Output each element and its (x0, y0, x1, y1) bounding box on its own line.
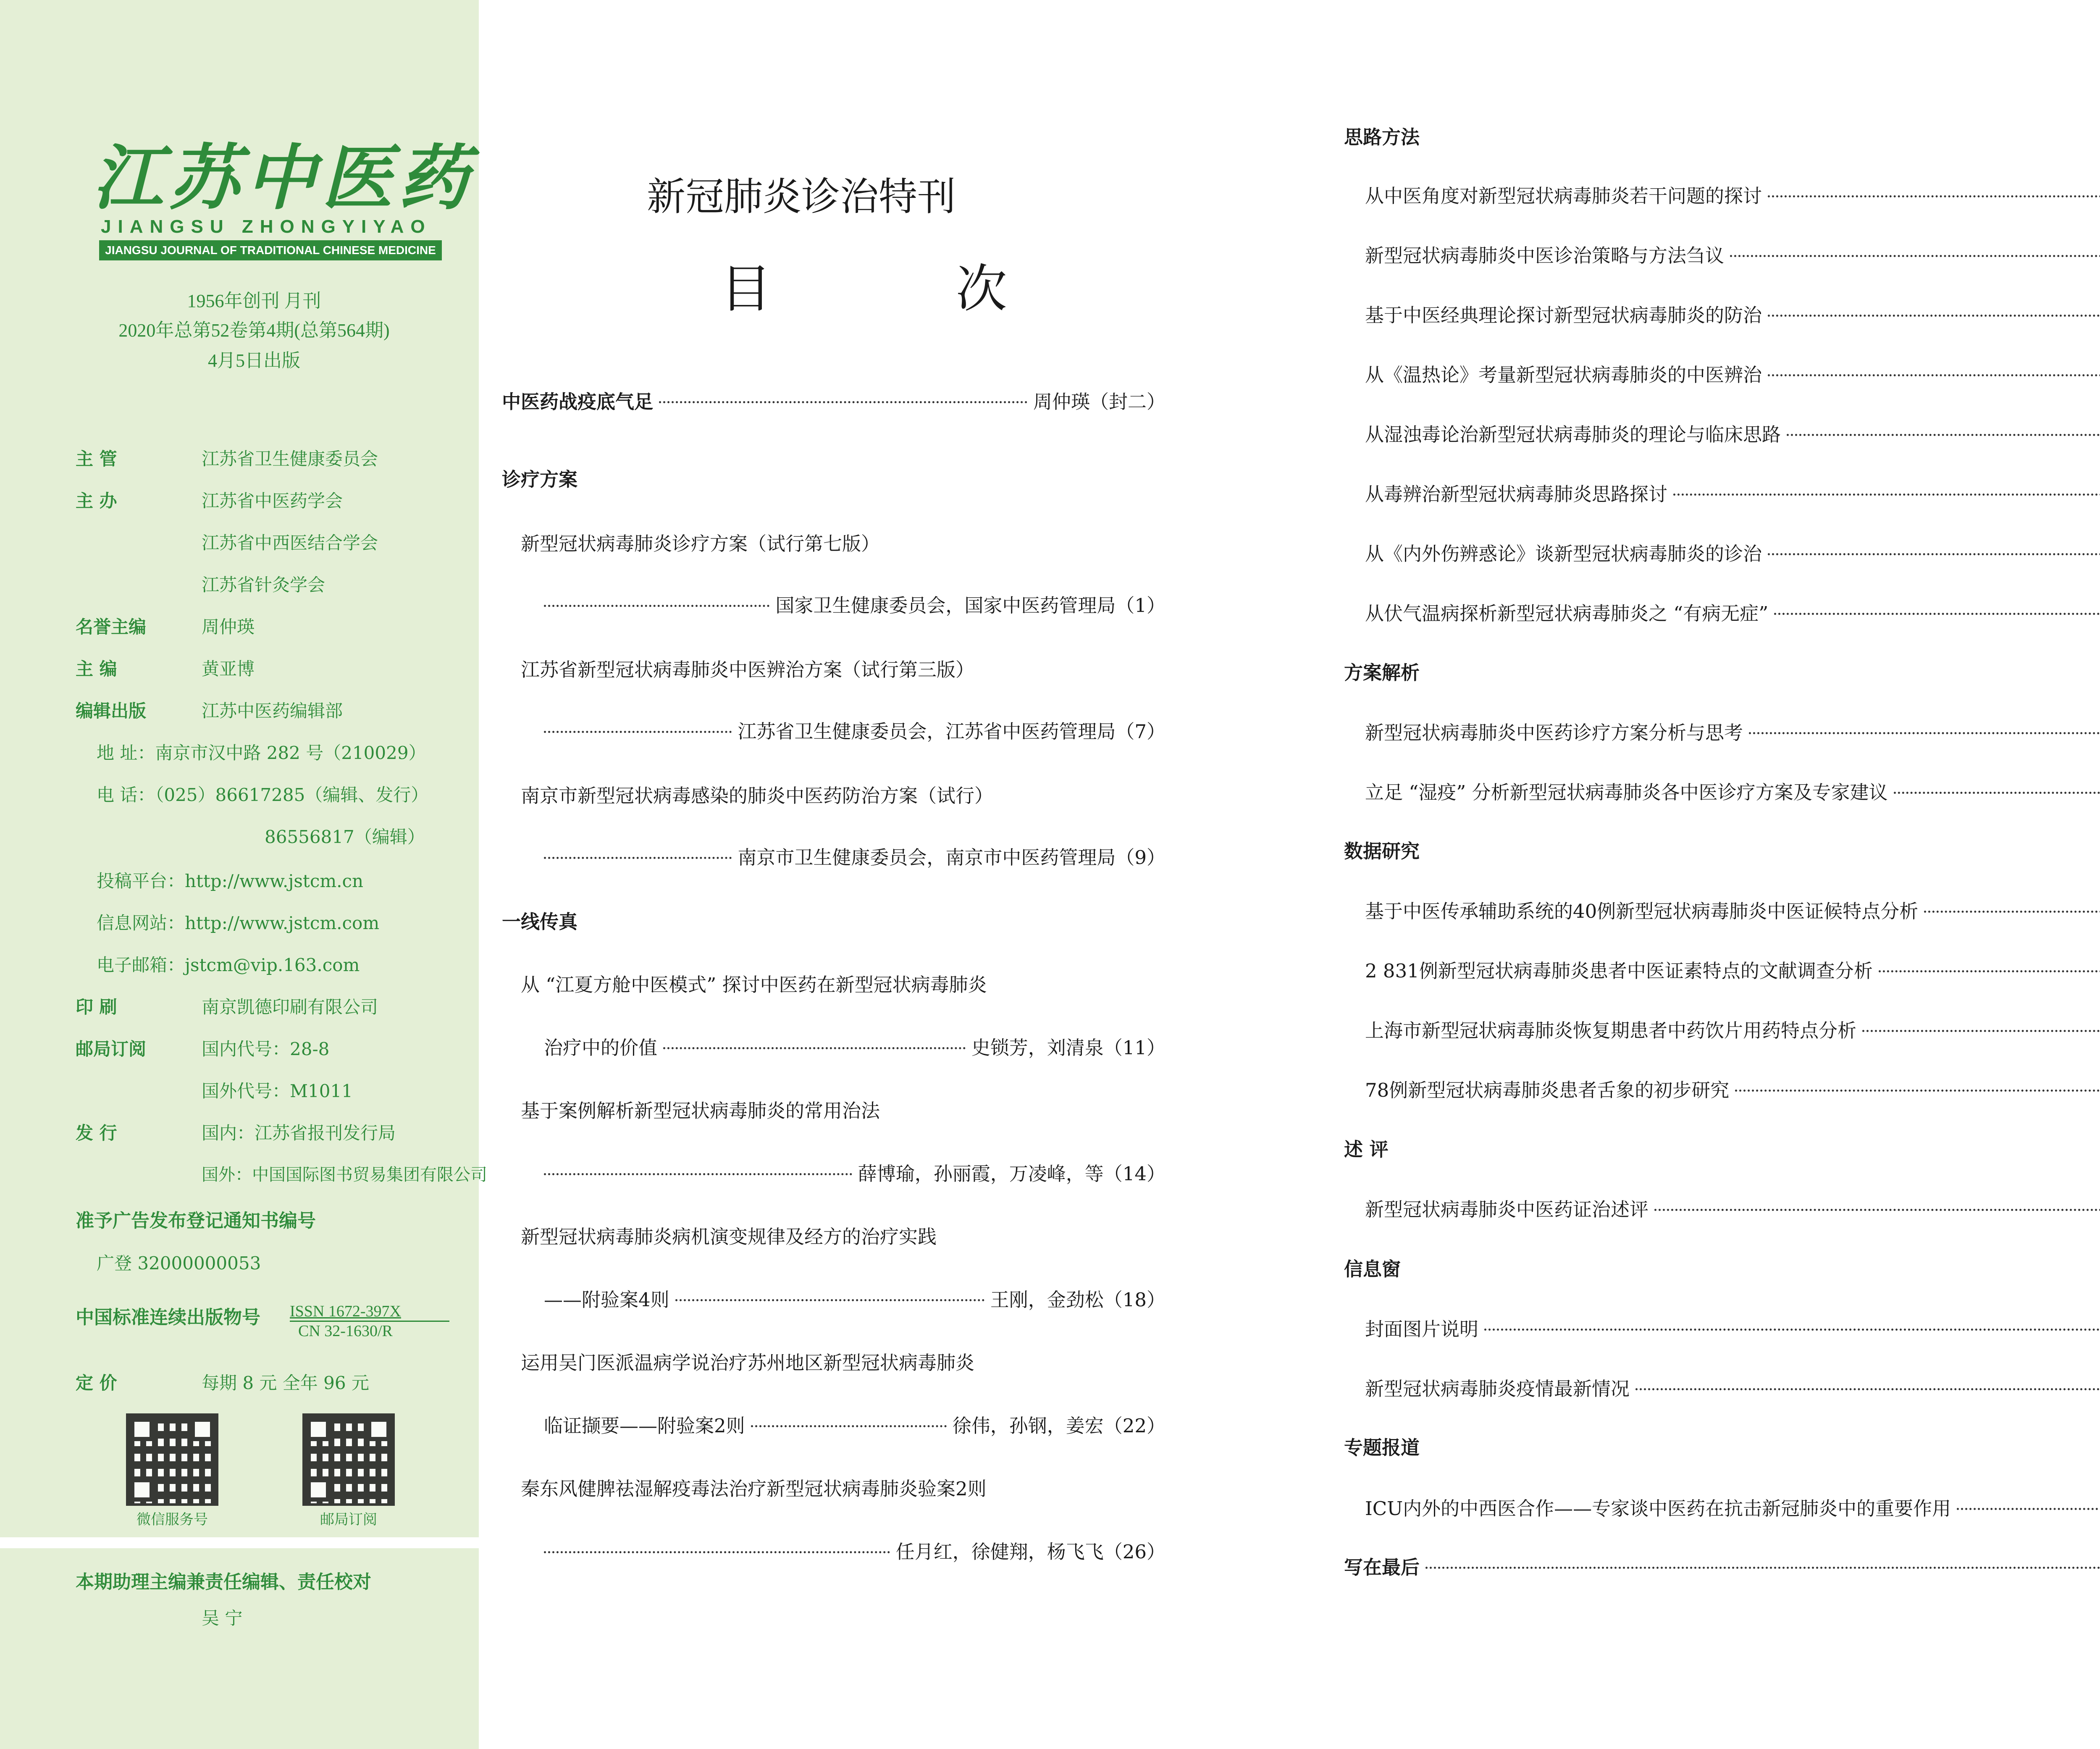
info-row-publisher (76, 697, 470, 722)
special-issue-title: 新冠肺炎诊治特刊 (647, 174, 956, 219)
toc-entry[interactable] (1365, 598, 2100, 623)
entry-title: 从《内外伤辨惑论》谈新型冠状病毒肺炎的诊治 (1365, 543, 1762, 565)
info-value: 江苏省卫生健康委员会 (202, 449, 378, 469)
info-label: 主 办 (76, 491, 117, 511)
leader-dots (751, 1425, 947, 1427)
leader-dots (1862, 1029, 2100, 1032)
entry-author: 史锁芳，刘清泉（11） (971, 1037, 1166, 1059)
leader-dots (1768, 374, 2100, 376)
info-value: 国外代号：M1011 (202, 1081, 353, 1101)
leader-dots (1957, 1507, 2100, 1510)
leader-dots (663, 1047, 966, 1049)
leader-dots (1768, 195, 2100, 197)
subscription-qr-code[interactable] (302, 1413, 395, 1506)
toc-entry[interactable] (1365, 1015, 2100, 1040)
leader-dots (1894, 791, 2100, 794)
leader-dots (1774, 612, 2100, 615)
toc-entry[interactable] (1365, 777, 2100, 802)
toc-entry[interactable] (1365, 1314, 2100, 1339)
toc-entry[interactable] (1365, 300, 2100, 325)
cn-number: CN 32-1630/R (298, 1322, 393, 1340)
entry-title[interactable]: 南京市新型冠状病毒感染的肺炎中医药防治方案（试行） (521, 785, 994, 807)
qr-corner (307, 1478, 330, 1502)
info-label: 编辑出版 (76, 701, 147, 721)
entry-title: 新型冠状病毒肺炎中医药证治述评 (1365, 1198, 1649, 1221)
entry-title: 78例新型冠状病毒肺炎患者舌象的初步研究 (1365, 1079, 1730, 1101)
leader-dots (1425, 1566, 2100, 1569)
section-heading: 述 评 (1344, 1138, 1389, 1161)
info-label: 邮局订阅 (76, 1039, 147, 1059)
leader-dots (1484, 1328, 2100, 1331)
entry-title: ICU内外的中西医合作——专家谈中医药在抗击新冠肺炎中的重要作用 (1365, 1497, 1951, 1520)
phone-2: 86556817（编辑） (265, 827, 425, 847)
leader-dots (1730, 255, 2100, 257)
section-heading: 思路方法 (1344, 126, 1420, 148)
toc-entry[interactable] (1365, 1075, 2100, 1100)
founded-line: 1956年创刊 月刊 (187, 291, 321, 311)
entry-title: 从中医角度对新型冠状病毒肺炎若干问题的探讨 (1365, 185, 1762, 207)
info-value: 国内：江苏省报刊发行局 (202, 1123, 396, 1143)
entry-title: 从毒辨治新型冠状病毒肺炎思路探讨 (1365, 483, 1668, 505)
info-row-subscription (76, 1035, 470, 1061)
leader-dots (1749, 732, 2100, 734)
info-value: 南京凯德印刷有限公司 (202, 997, 378, 1017)
website[interactable]: 信息网站：http://www.jstcm.com (97, 913, 380, 933)
journal-english-name: JIANGSU JOURNAL OF TRADITIONAL CHINESE MEDICINE (99, 240, 442, 260)
entry-author: 江苏省卫生健康委员会，江苏省中医药管理局（7） (738, 720, 1166, 743)
issn-box (290, 1302, 449, 1340)
toc-entry[interactable] (1365, 538, 2100, 564)
sidebar-divider (0, 1537, 479, 1548)
info-value: 每期 8 元 全年 96 元 (202, 1373, 369, 1393)
leader-dots (544, 856, 732, 859)
toc-entry-author-line (544, 1158, 1166, 1184)
toc-entry[interactable] (544, 1032, 1166, 1058)
toc-entry[interactable] (1365, 956, 2100, 981)
journal-logo-title: 江苏中医药 (92, 136, 475, 219)
entry-title[interactable]: 基于案例解析新型冠状病毒肺炎的常用治法 (521, 1100, 880, 1122)
leader-dots (1735, 1089, 2100, 1092)
section-heading: 信息窗 (1344, 1258, 1401, 1280)
info-row-printer (76, 993, 470, 1019)
toc-entry[interactable] (1344, 1552, 2100, 1577)
ad-permit-label: 准予广告发布登记通知书编号 (76, 1210, 316, 1232)
leader-dots (1879, 970, 2100, 972)
toc-entry[interactable] (502, 386, 1166, 412)
entry-title: 从伏气温病探析新型冠状病毒肺炎之 “有病无症” (1365, 602, 1769, 625)
leader-dots (1768, 314, 2100, 317)
info-row-honorary-editor (76, 613, 470, 638)
info-label: 定 价 (76, 1373, 117, 1393)
toc-entry[interactable] (1365, 419, 2100, 444)
info-label: 名誉主编 (76, 617, 147, 637)
info-value: 周仲瑛 (202, 617, 255, 637)
info-label: 发 行 (76, 1123, 117, 1143)
toc-entry[interactable] (1365, 1373, 2100, 1399)
toc-entry[interactable] (544, 1284, 1166, 1310)
entry-author: 任月红，徐健翔，杨飞飞（26） (895, 1541, 1166, 1563)
toc-entry[interactable] (544, 1410, 1166, 1436)
leader-dots (1654, 1208, 2100, 1211)
leader-dots (544, 1173, 852, 1175)
leader-dots (1924, 910, 2100, 913)
toc-entry-author-line (544, 842, 1166, 867)
leader-dots (659, 401, 1027, 403)
info-value: 江苏省中医药学会 (202, 491, 343, 511)
journal-logo-pinyin: JIANGSU ZHONGYIYAO (101, 216, 432, 237)
entry-author: 周仲瑛（封二） (1033, 391, 1166, 413)
entry-title: 封面图片说明 (1365, 1318, 1479, 1340)
entry-author: 徐伟，孙钢，姜宏（22） (952, 1415, 1166, 1437)
entry-title: 2 831例新型冠状病毒肺炎患者中医证素特点的文献调查分析 (1365, 960, 1873, 982)
entry-title[interactable]: 新型冠状病毒肺炎病机演变规律及经方的治疗实践 (521, 1226, 937, 1248)
info-value: 国内代号：28-8 (202, 1039, 330, 1059)
entry-title-cont: 治疗中的价值 (544, 1037, 658, 1059)
email[interactable]: 电子邮箱：jstcm@vip.163.com (97, 955, 360, 975)
info-row-sponsor (76, 487, 470, 512)
entry-title: 写在最后 (1344, 1556, 1420, 1578)
qr-corner (307, 1418, 330, 1441)
info-row-editor-in-chief (76, 655, 470, 680)
section-heading: 专题报道 (1344, 1436, 1420, 1459)
info-row-distribution (76, 1119, 470, 1145)
qr-corner (130, 1418, 154, 1441)
leader-dots (544, 1551, 890, 1553)
entry-title: 从《温热论》考量新型冠状病毒肺炎的中医辨治 (1365, 364, 1762, 386)
entry-title: 立足 “湿疫” 分析新型冠状病毒肺炎各中医诊疗方案及专家建议 (1365, 781, 1888, 804)
entry-author: 王刚，金劲松（18） (990, 1289, 1166, 1311)
info-row-distribution-2 (76, 1161, 487, 1187)
phone: 电 话：（025）86617285（编辑、发行） (97, 785, 429, 805)
info-row-price (76, 1369, 470, 1394)
entry-author: 南京市卫生健康委员会，南京市中医药管理局（9） (738, 846, 1166, 869)
entry-title: 新型冠状病毒肺炎中医诊治策略与方法刍议 (1365, 244, 1725, 267)
wechat-qr-code[interactable] (126, 1413, 218, 1506)
entry-title[interactable]: 运用吴门医派温病学说治疗苏州地区新型冠状病毒肺炎 (521, 1352, 975, 1374)
leader-dots (675, 1299, 984, 1301)
responsible-editor-label: 本期助理主编兼责任编辑、责任校对 (76, 1571, 371, 1593)
entry-title[interactable]: 从 “江夏方舱中医模式” 探讨中医药在新型冠状病毒肺炎 (521, 974, 987, 996)
toc-entry[interactable] (1365, 717, 2100, 743)
info-row-subscription-2 (76, 1077, 470, 1103)
toc-entry[interactable] (1365, 896, 2100, 921)
entry-title: 基于中医经典理论探讨新型冠状病毒肺炎的防治 (1365, 304, 1762, 326)
leader-dots (1768, 553, 2100, 555)
qr-corner (191, 1418, 214, 1441)
info-row-sponsor-2 (76, 529, 470, 554)
toc-entry[interactable] (1365, 360, 2100, 385)
toc-heading: 目 次 (720, 259, 1091, 319)
info-value: 国外：中国国际图书贸易集团有限公司 (202, 1165, 487, 1184)
qr-corner (367, 1418, 391, 1441)
publish-date-line: 4月5日出版 (208, 350, 300, 371)
toc-entry-author-line (544, 1536, 1166, 1562)
info-label: 印 刷 (76, 997, 117, 1017)
entry-title: 上海市新型冠状病毒肺炎恢复期患者中药饮片用药特点分析 (1365, 1019, 1857, 1042)
toc-entry-author-line (544, 716, 1166, 741)
entry-title: 中医药战疫底气足 (502, 391, 654, 413)
info-row-supervisor (76, 445, 470, 470)
entry-title[interactable]: 秦东风健脾祛湿解疫毒法治疗新型冠状病毒肺炎验案2则 (521, 1478, 987, 1500)
info-label: 主 管 (76, 449, 117, 469)
entry-author: 国家卫生健康委员会，国家中医药管理局（1） (775, 594, 1166, 617)
info-value: 黄亚博 (202, 659, 255, 679)
entry-title: 新型冠状病毒肺炎疫情最新情况 (1365, 1378, 1630, 1400)
info-value: 江苏中医药编辑部 (202, 701, 343, 721)
entry-author: 薛博瑜，孙丽霞，万凌峰，等（14） (858, 1163, 1166, 1185)
entry-title: 新型冠状病毒肺炎中医药诊疗方案分析与思考 (1365, 722, 1743, 744)
entry-title-cont: 临证撷要——附验案2则 (544, 1415, 745, 1437)
qr-corner (130, 1478, 154, 1502)
info-label: 主 编 (76, 659, 117, 679)
info-value: 江苏省针灸学会 (202, 575, 326, 595)
leader-dots (544, 604, 769, 607)
responsible-editor-name: 吴 宁 (202, 1608, 243, 1628)
subscription-qr-label: 邮局订阅 (320, 1511, 377, 1528)
issn-label: 中国标准连续出版物号 (76, 1307, 260, 1328)
section-heading: 数据研究 (1344, 840, 1420, 862)
entry-title[interactable]: 江苏省新型冠状病毒肺炎中医辨治方案（试行第三版） (521, 659, 975, 681)
ad-permit-value: 广登 32000000053 (97, 1253, 261, 1274)
entry-title: 基于中医传承辅助系统的40例新型冠状病毒肺炎中医证候特点分析 (1365, 900, 1919, 922)
leader-dots (1635, 1388, 2100, 1390)
section-heading: 诊疗方案 (502, 468, 578, 491)
toc-entry-author-line (544, 590, 1166, 615)
entry-title[interactable]: 新型冠状病毒肺炎诊疗方案（试行第七版） (521, 533, 880, 555)
info-row-sponsor-3 (76, 571, 470, 596)
toc-entry[interactable] (1365, 479, 2100, 504)
leader-dots (1787, 433, 2100, 436)
wechat-qr-label: 微信服务号 (136, 1511, 208, 1528)
entry-title-cont: ——附验案4则 (544, 1289, 669, 1311)
submission-platform[interactable]: 投稿平台：http://www.jstcm.cn (97, 871, 364, 891)
entry-title: 从湿浊毒论治新型冠状病毒肺炎的理论与临床思路 (1365, 423, 1781, 446)
issn-number: ISSN 1672-397X (290, 1302, 449, 1322)
toc-entry[interactable] (1365, 181, 2100, 206)
volume-line: 2020年总第52卷第4期(总第564期) (118, 320, 390, 341)
section-heading: 一线传真 (502, 911, 578, 933)
leader-dots (1673, 493, 2100, 496)
toc-entry[interactable] (1365, 240, 2100, 265)
address: 地 址：南京市汉中路 282 号（210029） (97, 743, 426, 763)
toc-entry[interactable] (1365, 1194, 2100, 1219)
info-value: 江苏省中西医结合学会 (202, 533, 378, 553)
toc-entry[interactable] (1365, 1493, 2100, 1518)
leader-dots (544, 730, 732, 733)
section-heading: 方案解析 (1344, 662, 1420, 684)
